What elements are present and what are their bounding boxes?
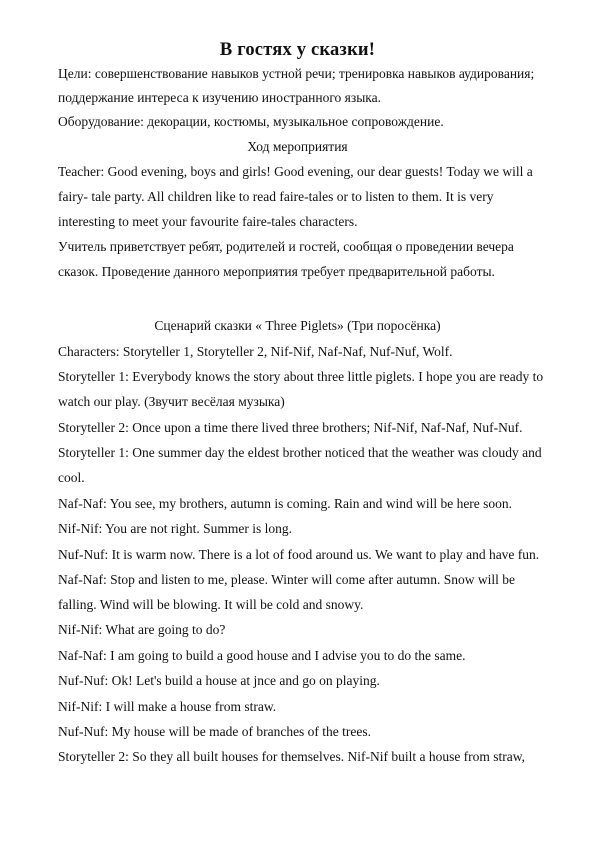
script-line: Nif-Nif: You are not right. Summer is long. <box>58 521 292 536</box>
script-line: Naf-Naf: You see, my brothers, autumn is coming. Rain and wind will be here soon. <box>58 496 513 511</box>
script-line: Storyteller 1: One summer day the eldest brother noticed that the weather was cloudy and <box>58 445 542 460</box>
script-line: Naf-Naf: Stop and listen to me, please. Winter will come after autumn. Snow will be <box>58 572 515 587</box>
script-line: falling. Wind will be blowing. It will be cold and snowy. <box>58 597 364 612</box>
script-line: Nif-Nif: I will make a house from straw. <box>58 699 277 714</box>
equipment-line: Оборудование: декорации, костюмы, музыкальное сопровождение. <box>58 114 444 129</box>
script-line: Storyteller 1: Everybody knows the story about three little piglets. I hope you are ready to <box>58 369 544 384</box>
script-line: cool. <box>58 470 85 485</box>
goals-line-2: поддержание интереса к изучению иностранного языка. <box>58 90 381 105</box>
script-line: Naf-Naf: I am going to build a good house and I advise you to do the same. <box>58 648 466 663</box>
teacher-line-1: Teacher: Good evening, boys and girls! Good evening, our dear guests! Today we will a <box>58 164 533 179</box>
event-heading: Ход мероприятия <box>247 139 348 154</box>
script-line: Storyteller 2: So they all built houses for themselves. Nif-Nif built a house from straw, <box>58 749 526 764</box>
goals-line-1: Цели: совершенствование навыков устной речи; тренировка навыков аудирования; <box>58 66 535 81</box>
teacher-line-2: fairy- tale party. All children like to read faire-tales or to listen to them. It is very <box>58 189 494 204</box>
script-line: Nuf-Nuf: It is warm now. There is a lot of food around us. We want to play and have fun. <box>58 547 540 562</box>
script-heading: Сценарий сказки « Three Piglets» (Три поросёнка) <box>154 318 441 333</box>
script-line: Characters: Storyteller 1, Storyteller 2, Nif-Nif, Naf-Naf, Nuf-Nuf, Wolf. <box>58 344 453 359</box>
teacher-line-3: interesting to meet your favourite faire-tales characters. <box>58 214 358 229</box>
teacher-note-line-1: Учитель приветствует ребят, родителей и гостей, сообщая о проведении вечера <box>58 239 514 254</box>
script-line: Storyteller 2: Once upon a time there lived three brothers; Nif-Nif, Naf-Naf, Nuf-Nuf. <box>58 420 523 435</box>
script-line: Nif-Nif: What are going to do? <box>58 622 226 637</box>
document-title: В гостях у сказки! <box>219 40 376 60</box>
script-line: Nuf-Nuf: Ok! Let's build a house at jnce and go on playing. <box>58 673 380 688</box>
teacher-note-line-2: сказок. Проведение данного мероприятия требует предварительной работы. <box>58 264 495 279</box>
script-line: Nuf-Nuf: My house will be made of branches of the trees. <box>58 724 372 739</box>
script-line: watch our play. (Звучит весёлая музыка) <box>58 394 285 409</box>
